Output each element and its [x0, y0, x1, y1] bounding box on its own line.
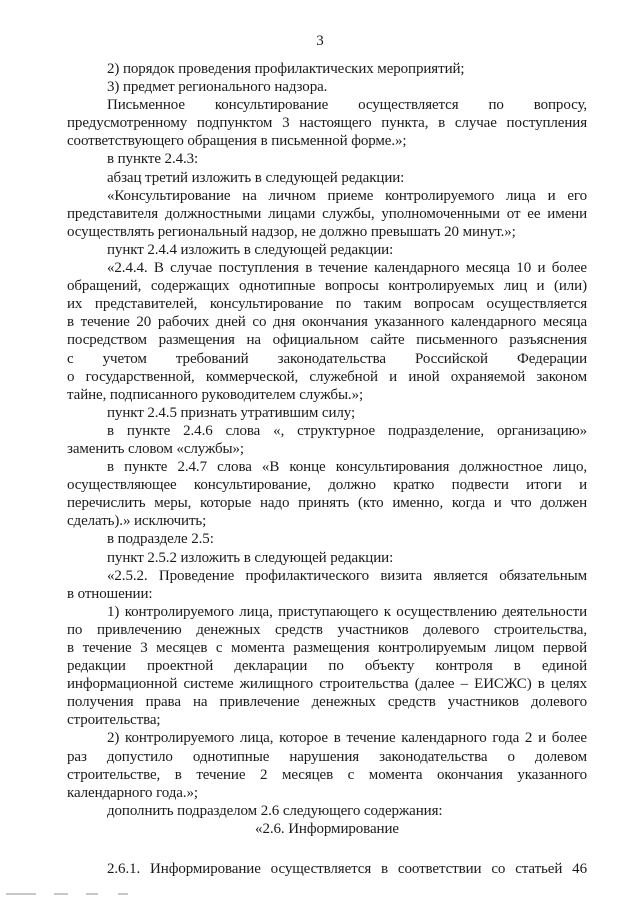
- body-line: 2) порядок проведения профилактических мероприятий;: [107, 61, 465, 77]
- body-line: представителя должностными лицами службы, уполномоченными от ее имени: [67, 205, 587, 222]
- body-line: в пункте 2.4.7 слова «В конце консультирования должностное лицо,: [107, 459, 587, 476]
- body-line: в течение 3 месяцев с момента размещения контролируемым лицом первой: [67, 640, 587, 656]
- body-line: раз допустило однотипные нарушения законодательства о долевом: [67, 748, 587, 765]
- body-line: «2.4.4. В случае поступления в течение календарного месяца 10 и более: [107, 260, 587, 277]
- body-line: 2) контролируемого лица, которое в течение календарного года 2 и более: [107, 730, 587, 747]
- body-line: «2.5.2. Проведение профилактического визита является обязательным: [107, 567, 587, 584]
- body-line: в течение 20 рабочих дней со дня окончания указанного календарного месяца: [67, 314, 587, 331]
- body-line: предусмотренному подпунктом 3 настоящего пункта, в случае поступления: [67, 115, 587, 132]
- body-line: Письменное консультирование осуществляется по вопросу,: [107, 97, 587, 114]
- body-line: тайне, подписанного руководителем службы.»;: [67, 386, 364, 403]
- body-line: строительстве, в течение 2 месяцев с момента окончания указанного: [67, 766, 587, 783]
- section-heading: «2.6. Информирование: [255, 820, 399, 837]
- body-line: осуществлять региональный надзор, не должно превышать 20 минут.»;: [67, 223, 516, 240]
- body-line: посредством размещения на официальном сайте письменного разъяснения: [67, 332, 587, 349]
- body-line: по привлечению денежных средств участников долевого строительства,: [67, 621, 587, 638]
- body-line: перечислить меры, которые надо принять (кто именно, когда и что должен: [67, 495, 587, 512]
- body-line: о государственной, коммерческой, служебной и иной охраняемой законом: [67, 368, 587, 385]
- body-line-last: 2.6.1. Информирование осуществляется в соответствии со статьей 46: [107, 861, 587, 878]
- body-line: абзац третий изложить в следующей редакции:: [107, 169, 405, 186]
- body-line: сделать).» исключить;: [67, 513, 207, 530]
- body-line: 1) контролируемого лица, приступающего к осуществлению деятельности: [107, 603, 587, 620]
- body-line: «Консультирование на личном приеме контролируемого лица и его: [107, 187, 587, 204]
- paragraph-lines: [67, 60, 587, 820]
- body-line: календарного года.»;: [67, 784, 198, 801]
- body-line: с учетом требований законодательства Российской Федерации: [67, 350, 587, 367]
- body-line: пункт 2.4.5 признать утратившим силу;: [107, 404, 356, 421]
- body-line: их представителей, консультирование по таким вопросам осуществляется: [67, 296, 587, 313]
- document-body: [67, 60, 587, 878]
- body-line: строительства;: [67, 712, 161, 729]
- body-line: в пункте 2.4.3:: [107, 151, 199, 168]
- body-line: пункт 2.4.4 изложить в следующей редакции:: [107, 241, 394, 258]
- body-line: в отношении:: [67, 585, 153, 602]
- body-line: 3) предмет регионального надзора.: [107, 79, 328, 96]
- section-spacer: [67, 838, 587, 860]
- body-line: осуществляющее консультирование, должно кратко подвести итоги и: [67, 477, 587, 494]
- body-line: редакции проектной декларации по объекту контроля в единой: [67, 658, 587, 675]
- body-line: дополнить подразделом 2.6 следующего содержания:: [107, 802, 443, 819]
- body-line: в пункте 2.4.6 слова «, структурное подразделение, организацию»: [107, 422, 587, 439]
- body-line: в подразделе 2.5:: [107, 531, 214, 548]
- body-line: получения права на привлечение денежных средств участников долевого: [67, 694, 587, 711]
- page-number: 3: [316, 33, 324, 49]
- body-line: пункт 2.5.2 изложить в следующей редакции:: [107, 549, 394, 566]
- scan-edge-marks: [0, 893, 640, 897]
- body-line: заменить словом «службы»;: [67, 440, 245, 457]
- body-line: обращений, содержащих однотипные вопросы контролируемых лиц и (или): [67, 278, 587, 295]
- body-line: информационной системе жилищного строительства (далее – ЕИСЖС) в целях: [67, 676, 587, 693]
- body-line: соответствующего обращения в письменной форме.»;: [67, 133, 407, 150]
